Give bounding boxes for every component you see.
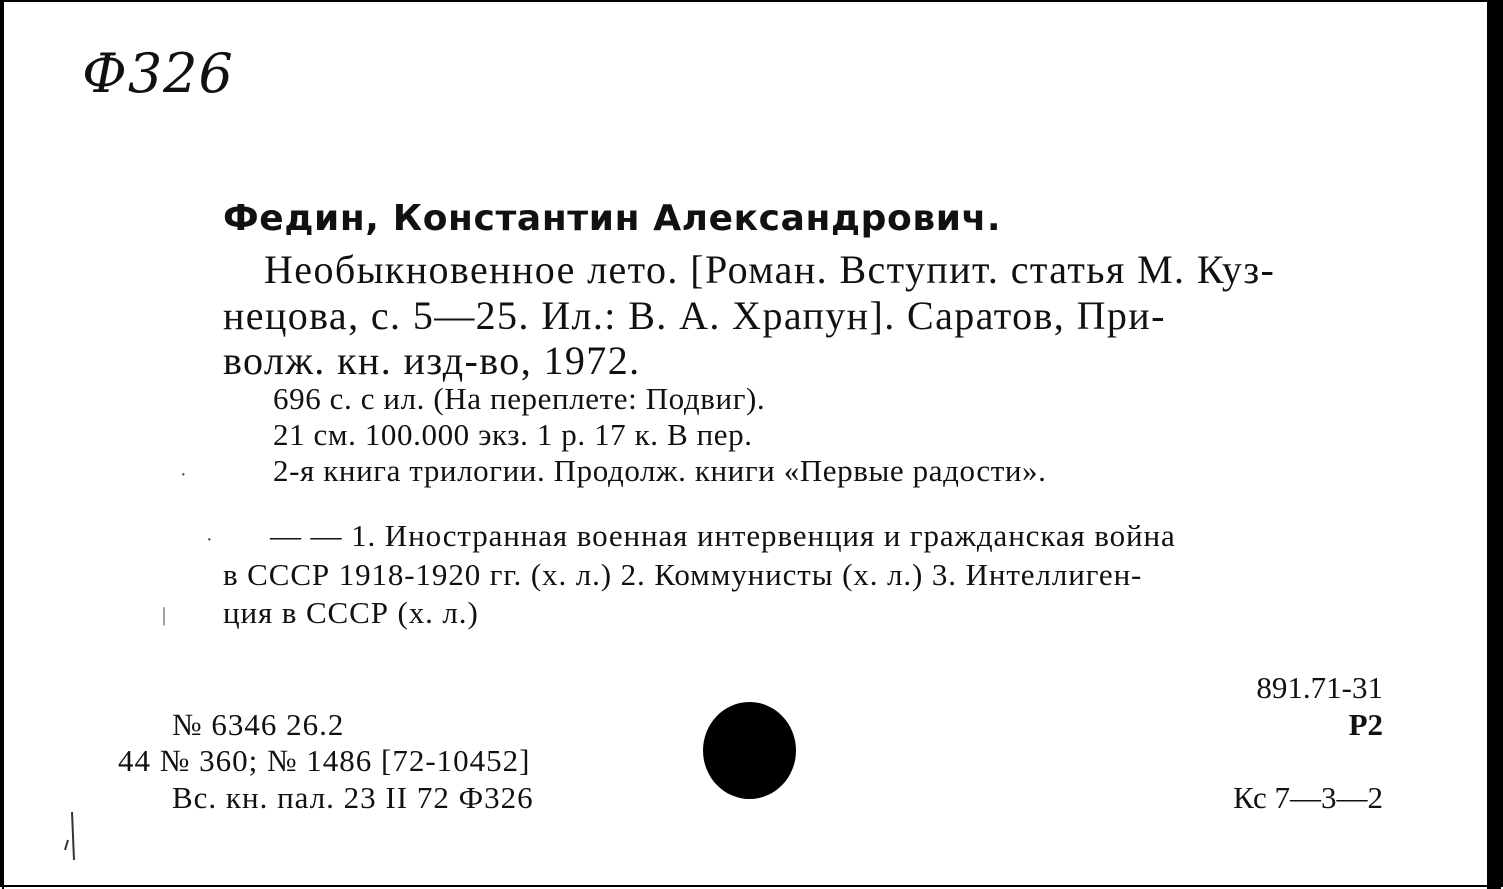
card-number: 44 № 360; № 1486 [72-10452] (118, 743, 531, 778)
record-number: № 6346 26.2 (172, 707, 345, 742)
subject-line-2: в СССР 1918-1920 гг. (х. л.) 2. Коммунисты (х. л.) 3. Интеллиген- (223, 557, 1143, 592)
pencil-mark (62, 810, 84, 864)
physical-description-line-2: 21 см. 100.000 экз. 1 р. 17 к. В пер. (273, 417, 753, 452)
author-mark: Р2 (1348, 707, 1383, 742)
kc-code: Кс 7—3—2 (1233, 780, 1383, 815)
note-line: 2-я книга трилогии. Продолж. книги «Первые радости». (273, 453, 1047, 488)
scan-speck: · (206, 529, 213, 551)
pencil-mark-drawing (62, 810, 84, 864)
title-line-3: волж. кн. изд-во, 1972. (223, 338, 641, 383)
title-line-2: нецова, с. 5—25. Ил.: В. А. Храпун]. Саратов, При- (223, 293, 1166, 338)
card-punch-hole (703, 702, 796, 799)
card-left-edge (2, 2, 4, 889)
chamber-line: Вс. кн. пал. 23 II 72 Ф326 (172, 780, 534, 815)
card-right-edge (1487, 2, 1501, 889)
handwritten-shelfmark: Ф326 (82, 42, 234, 105)
title-line-1: Необыкновенное лето. [Роман. Вступит. статья М. Куз- (264, 247, 1276, 292)
subject-line-3: ция в СССР (х. л.) (223, 595, 479, 630)
physical-description-line-1: 696 с. с ил. (На переплете: Подвиг). (273, 381, 766, 416)
classification-index: 891.71-31 (1256, 670, 1383, 705)
subject-line-1: — — 1. Иностранная военная интервенция и гражданская война (270, 518, 1176, 553)
scan-speck: · (180, 464, 187, 486)
author-heading: Федин, Константин Александрович. (223, 198, 1002, 239)
scan-speck: | (162, 604, 167, 626)
